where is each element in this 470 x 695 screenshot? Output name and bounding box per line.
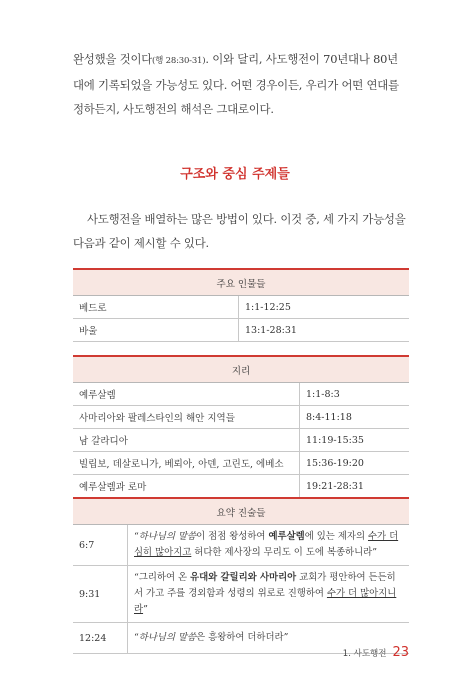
table-row (73, 566, 409, 623)
table-row (73, 296, 409, 319)
table-row (73, 525, 409, 566)
place-name: 예루살렘과 로마 (73, 475, 300, 498)
verse-range: 1:1-12:25 (239, 296, 410, 319)
intro-text-start: 완성했을 것이다 (73, 52, 153, 66)
table-row (73, 452, 409, 475)
verse-range: 13:1-28:31 (239, 319, 410, 342)
verse-range: 19:21-28:31 (300, 475, 410, 498)
verse-range: 11:19-15:35 (300, 429, 410, 452)
summary-quote: “그리하여 온 유대와 갈릴리와 사마리아 교회가 평안하여 든든히 서 가고 주를 경외함과 성령의 위로로 진행하여 수가 더 많아지니라” (128, 566, 410, 623)
verse-range: 15:36-19:20 (300, 452, 410, 475)
verse-ref: 9:31 (73, 566, 128, 623)
summary-quote: “하나님의 말씀은 흥왕하여 더하더라” (128, 623, 410, 654)
intro-text-rest: . 이와 달리, 사도행전이 70년대나 80년대에 기록되었을 가능성도 있다. 어떤 경우이든, 우리가 어떤 연대를 정하든지, 사도행전의 해석은 그대로이다. (73, 52, 399, 116)
chapter-label: 1. 사도행전 (342, 649, 387, 659)
verse-ref: 12:24 (73, 623, 128, 654)
section-title: 구조와 중심 주제들 (180, 167, 290, 182)
emphasis-text: 하나님의 말씀 (138, 632, 197, 643)
summary-quote: “하나님의 말씀이 점점 왕성하여 예루살렘에 있는 제자의 수가 더 심히 많아지고 허다한 제사장의 무리도 이 도에 복종하니라” (128, 525, 410, 566)
table-row (73, 319, 409, 342)
verse-range: 1:1-8:3 (300, 383, 410, 406)
table-row (73, 383, 409, 406)
place-name: 사마리아와 팔레스타인의 해안 지역들 (73, 406, 300, 429)
summary-table (73, 497, 409, 654)
person-name: 베드로 (73, 296, 239, 319)
verse-range: 8:4-11:18 (300, 406, 410, 429)
summary-table-header: 요약 진술들 (73, 498, 409, 525)
place-name: 빌립보, 데살로니가, 베뢰아, 아덴, 고린도, 에베소 (73, 452, 300, 475)
highlight-text: 유대와 갈릴리와 사마리아 (190, 572, 297, 583)
structure-paragraph: 사도행전을 배열하는 많은 방법이 있다. 이것 중, 세 가지 가능성을 다음과 같이 제시할 수 있다. (73, 212, 406, 250)
page-footer (343, 641, 409, 660)
underlined-text: 수가 더 많아지니라 (134, 588, 397, 615)
table-row (73, 406, 409, 429)
scripture-reference: (행 28:30-31) (152, 56, 206, 66)
place-name: 예루살렘 (73, 383, 300, 406)
people-table-header: 주요 인물들 (73, 269, 409, 296)
place-name: 남 갈라디아 (73, 429, 300, 452)
table-row (73, 429, 409, 452)
underlined-text: 수가 더 심히 많아지고 (134, 531, 399, 558)
geography-table-header: 지리 (73, 356, 409, 383)
emphasis-text: 하나님의 말씀 (138, 531, 197, 542)
highlight-text: 예루살렘 (268, 531, 305, 542)
page-number: 23 (392, 645, 409, 660)
people-table (73, 268, 409, 342)
person-name: 바울 (73, 319, 239, 342)
table-row (73, 475, 409, 498)
geography-table (73, 355, 409, 498)
intro-paragraph (73, 47, 408, 121)
verse-ref: 6:7 (73, 525, 128, 566)
